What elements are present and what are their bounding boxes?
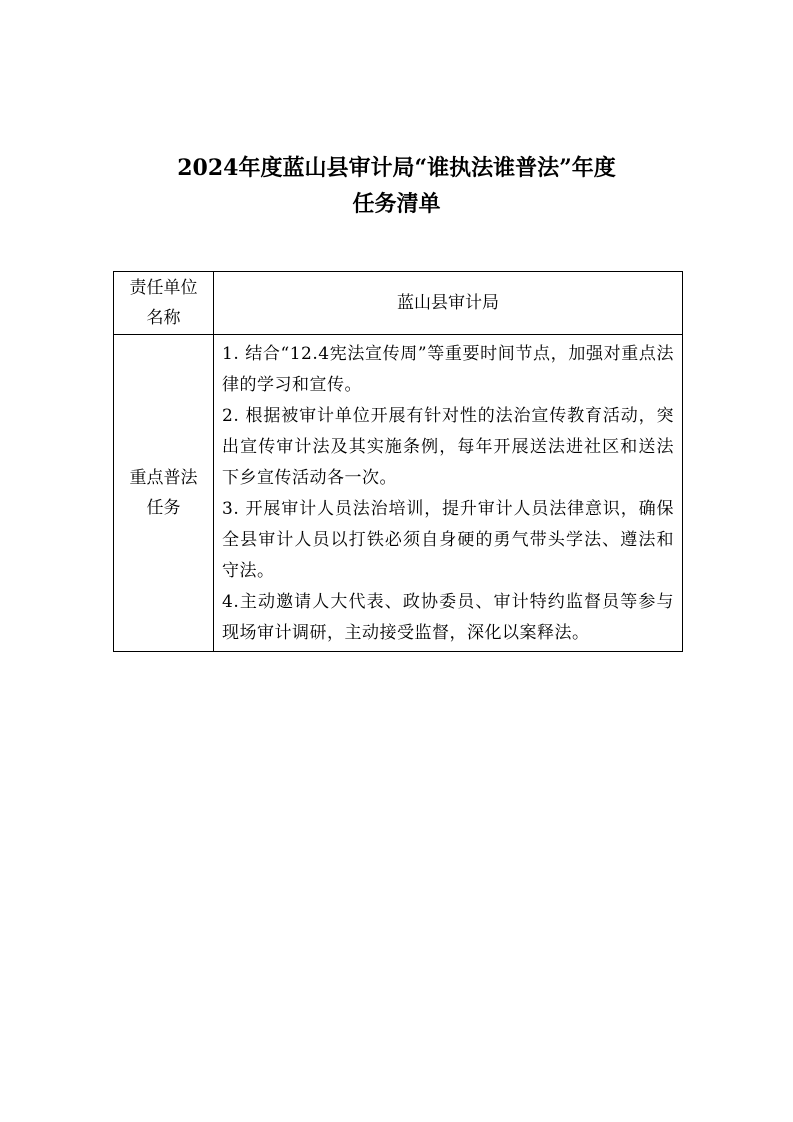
key-tasks-label-cell [114, 335, 214, 652]
task-item-2: 2. 根据被审计单位开展有针对性的法治宣传教育活动，突出宣传审计法及其实施条例，每年开展送法进社区和送法下乡宣传活动各一次。 [222, 406, 674, 488]
page-title [0, 150, 793, 222]
responsible-unit-label-line1: 责任单位 [129, 278, 198, 298]
key-tasks-label-line1: 重点普法 [129, 468, 198, 488]
task-item-4: 4.主动邀请人大代表、政协委员、审计特约监督员等参与现场审计调研，主动接受监督，深化以案释法。 [222, 592, 674, 643]
responsible-unit-value: 蓝山县审计局 [214, 272, 683, 335]
task-item-3: 3. 开展审计人员法治培训，提升审计人员法律意识，确保全县审计人员以打铁必须自身硬的勇气带头学法、遵法和守法。 [222, 499, 674, 581]
key-tasks-content [214, 335, 683, 652]
key-tasks-label-line2: 任务 [146, 498, 181, 518]
responsible-unit-label-cell [114, 272, 214, 335]
table-row-key-tasks [114, 335, 683, 652]
page-title-line1: 2024年度蓝山县审计局“谁执法谁普法”年度 [177, 155, 616, 181]
table-row-responsible-unit [114, 272, 683, 335]
responsible-unit-label-line2: 名称 [146, 308, 181, 328]
task-item-1: 1. 结合“12.4宪法宣传周”等重要时间节点，加强对重点法律的学习和宣传。 [222, 344, 674, 395]
task-list-table [113, 271, 683, 652]
page-title-line2: 任务清单 [352, 191, 441, 217]
